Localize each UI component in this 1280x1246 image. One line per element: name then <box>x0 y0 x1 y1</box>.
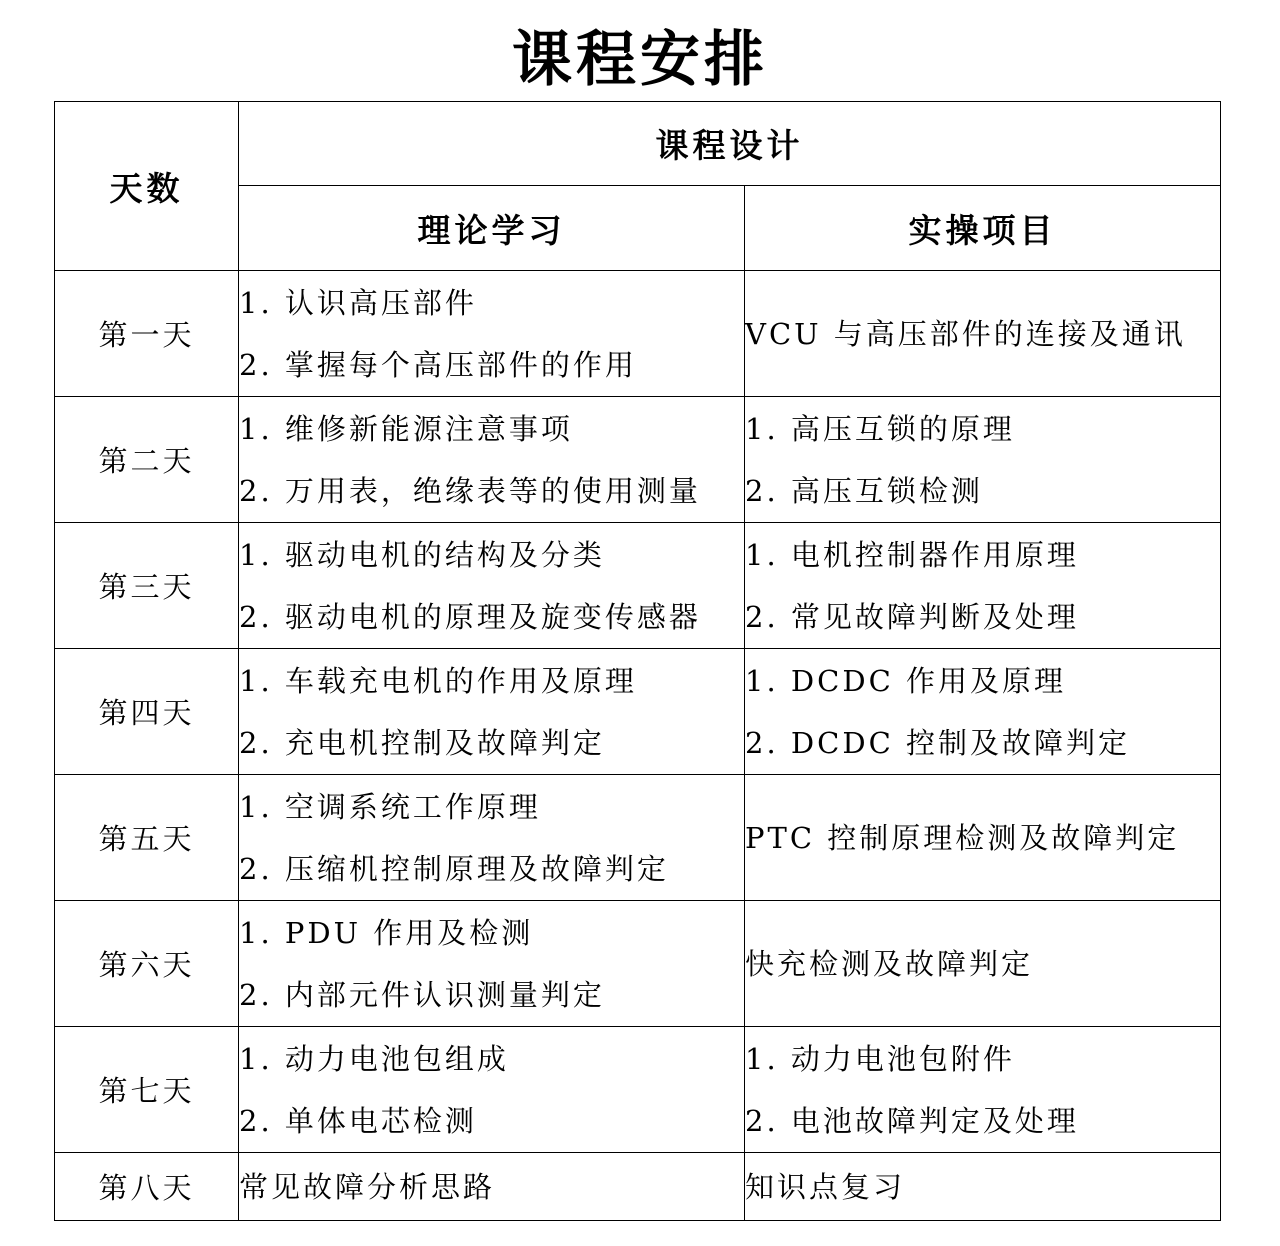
theory-cell <box>239 523 745 649</box>
theory-item: 2. 内部元件认识测量判定 <box>239 977 605 1012</box>
practice-item: 1. 电机控制器作用原理 <box>745 537 1079 572</box>
table-row <box>55 1153 1221 1221</box>
header-row <box>55 102 1221 186</box>
practice-item: 知识点复习 <box>745 1169 906 1204</box>
theory-cell <box>239 271 745 397</box>
header-theory: 理论学习 <box>239 186 745 271</box>
table-row <box>55 397 1221 523</box>
theory-item: 2. 驱动电机的原理及旋变传感器 <box>239 599 701 634</box>
practice-item: 1. DCDC 作用及原理 <box>745 663 1066 698</box>
table-row <box>55 775 1221 901</box>
theory-item: 2. 万用表，绝缘表等的使用测量 <box>239 473 701 508</box>
practice-cell <box>745 523 1221 649</box>
day-cell: 第三天 <box>55 523 239 649</box>
theory-item: 1. 空调系统工作原理 <box>239 789 541 824</box>
practice-item: VCU 与高压部件的连接及通讯 <box>745 316 1186 351</box>
page-title: 课程安排 <box>512 25 768 95</box>
table-row <box>55 271 1221 397</box>
practice-item: 快充检测及故障判定 <box>745 946 1034 981</box>
theory-cell <box>239 397 745 523</box>
theory-cell <box>239 1153 745 1221</box>
theory-item: 1. 驱动电机的结构及分类 <box>239 537 605 572</box>
header-practice: 实操项目 <box>745 186 1221 271</box>
day-cell: 第五天 <box>55 775 239 901</box>
theory-item: 2. 单体电芯检测 <box>239 1103 477 1138</box>
practice-cell <box>745 271 1221 397</box>
day-cell: 第四天 <box>55 649 239 775</box>
practice-cell <box>745 901 1221 1027</box>
table-row <box>55 523 1221 649</box>
theory-item: 1. 认识高压部件 <box>239 285 477 320</box>
table-row <box>55 1027 1221 1153</box>
theory-item: 1. PDU 作用及检测 <box>239 915 534 950</box>
theory-item: 1. 维修新能源注意事项 <box>239 411 573 446</box>
day-cell: 第八天 <box>55 1153 239 1221</box>
theory-cell <box>239 775 745 901</box>
practice-item: 2. 高压互锁检测 <box>745 473 983 508</box>
theory-cell <box>239 1027 745 1153</box>
practice-cell <box>745 1027 1221 1153</box>
theory-item: 1. 车载充电机的作用及原理 <box>239 663 637 698</box>
practice-cell <box>745 649 1221 775</box>
theory-item: 1. 动力电池包组成 <box>239 1041 509 1076</box>
course-schedule-table <box>54 101 1221 1221</box>
practice-item: 1. 高压互锁的原理 <box>745 411 1015 446</box>
day-cell: 第二天 <box>55 397 239 523</box>
day-cell: 第一天 <box>55 271 239 397</box>
table-row <box>55 901 1221 1027</box>
practice-cell <box>745 1153 1221 1221</box>
practice-cell <box>745 775 1221 901</box>
practice-item: 2. 常见故障判断及处理 <box>745 599 1079 634</box>
practice-item: 2. DCDC 控制及故障判定 <box>745 725 1130 760</box>
practice-cell <box>745 397 1221 523</box>
table-row <box>55 649 1221 775</box>
theory-item: 2. 掌握每个高压部件的作用 <box>239 347 637 382</box>
practice-item: 1. 动力电池包附件 <box>745 1041 1015 1076</box>
practice-item: PTC 控制原理检测及故障判定 <box>745 820 1180 855</box>
header-course-design: 课程设计 <box>239 102 1221 186</box>
theory-cell <box>239 649 745 775</box>
theory-item: 2. 充电机控制及故障判定 <box>239 725 605 760</box>
day-cell: 第六天 <box>55 901 239 1027</box>
practice-item: 2. 电池故障判定及处理 <box>745 1103 1079 1138</box>
theory-item: 2. 压缩机控制原理及故障判定 <box>239 851 669 886</box>
header-days: 天数 <box>55 102 239 271</box>
day-cell: 第七天 <box>55 1027 239 1153</box>
theory-item: 常见故障分析思路 <box>239 1169 496 1204</box>
theory-cell <box>239 901 745 1027</box>
